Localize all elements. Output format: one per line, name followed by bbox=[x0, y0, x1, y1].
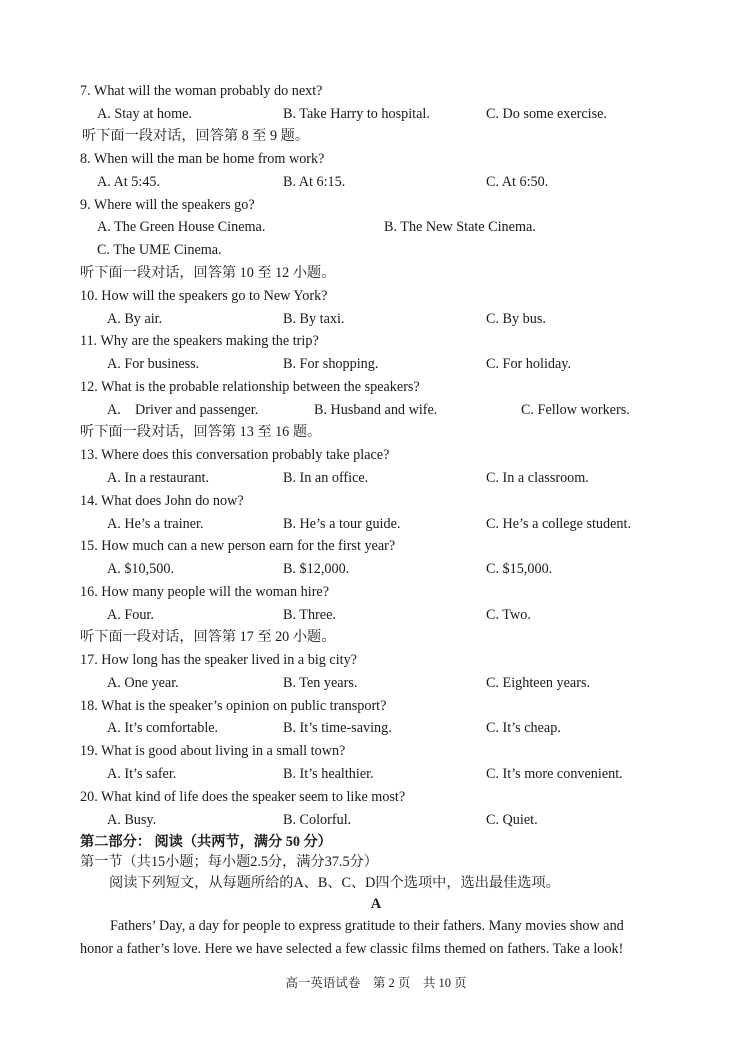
instruction-q13-16: 听下面一段对话，回答第 13 至 16 题。 bbox=[80, 424, 322, 440]
page-footer: 高一英语试卷 第 2 页 共 10 页 bbox=[285, 976, 467, 990]
question-7: 7. What will the woman probably do next? bbox=[80, 83, 323, 99]
q8-option-b: B. At 6:15. bbox=[283, 174, 346, 190]
q10-option-c: C. By bus. bbox=[486, 311, 546, 327]
q20-option-a: A. Busy. bbox=[107, 812, 157, 828]
instruction-q17-20: 听下面一段对话，回答第 17 至 20 小题。 bbox=[80, 629, 336, 645]
q9-option-b: B. The New State Cinema. bbox=[384, 219, 536, 235]
passage-line-1: Fathers’ Day, a day for people to express gratitude to their fathers. Many movies show and bbox=[110, 918, 624, 934]
reading-directions: 阅读下列短文，从每题所给的A、B、C、D四个选项中，选出最佳选项。 bbox=[109, 875, 560, 891]
question-9: 9. Where will the speakers go? bbox=[80, 197, 255, 213]
question-15: 15. How much can a new person earn for the first year? bbox=[80, 538, 396, 554]
question-20: 20. What kind of life does the speaker seem to like most? bbox=[80, 789, 406, 805]
q11-option-c: C. For holiday. bbox=[486, 356, 571, 372]
q7-option-c: C. Do some exercise. bbox=[486, 106, 607, 122]
q12-option-c: C. Fellow workers. bbox=[521, 402, 630, 418]
q8-option-a: A. At 5:45. bbox=[97, 174, 161, 190]
q16-option-c: C. Two. bbox=[486, 607, 531, 623]
question-12: 12. What is the probable relationship between the speakers? bbox=[80, 379, 420, 395]
instruction-q8-9: 听下面一段对话，回答第 8 至 9 题。 bbox=[82, 128, 310, 144]
question-13: 13. Where does this conversation probably take place? bbox=[80, 447, 390, 463]
question-17: 17. How long has the speaker lived in a big city? bbox=[80, 652, 357, 668]
q9-option-c: C. The UME Cinema. bbox=[97, 242, 222, 258]
q16-option-a: A. Four. bbox=[107, 607, 154, 623]
q18-option-c: C. It’s cheap. bbox=[486, 720, 561, 736]
q15-option-b: B. $12,000. bbox=[283, 561, 350, 577]
question-18: 18. What is the speaker’s opinion on public transport? bbox=[80, 698, 387, 714]
section1-heading: 第一节（共15小题；每小题2.5分，满分37.5分） bbox=[80, 854, 378, 870]
question-8: 8. When will the man be home from work? bbox=[80, 151, 325, 167]
q20-option-c: C. Quiet. bbox=[486, 812, 538, 828]
q19-option-b: B. It’s healthier. bbox=[283, 766, 374, 782]
q14-option-a: A. He’s a trainer. bbox=[107, 516, 204, 532]
q10-option-a: A. By air. bbox=[107, 311, 163, 327]
q16-option-b: B. Three. bbox=[283, 607, 336, 623]
q15-option-a: A. $10,500. bbox=[107, 561, 174, 577]
question-16: 16. How many people will the woman hire? bbox=[80, 584, 330, 600]
instruction-q10-12: 听下面一段对话，回答第 10 至 12 小题。 bbox=[80, 265, 336, 281]
question-19: 19. What is good about living in a small town? bbox=[80, 743, 346, 759]
q17-option-b: B. Ten years. bbox=[283, 675, 358, 691]
q13-option-c: C. In a classroom. bbox=[486, 470, 589, 486]
passage-line-2: honor a father’s love. Here we have selected a few classic films themed on fathers. Take a look! bbox=[80, 941, 624, 957]
q7-option-b: B. Take Harry to hospital. bbox=[283, 106, 430, 122]
q19-option-c: C. It’s more convenient. bbox=[486, 766, 623, 782]
q17-option-a: A. One year. bbox=[107, 675, 179, 691]
q11-option-b: B. For shopping. bbox=[283, 356, 379, 372]
q12-option-b: B. Husband and wife. bbox=[314, 402, 438, 418]
q17-option-c: C. Eighteen years. bbox=[486, 675, 591, 691]
q20-option-b: B. Colorful. bbox=[283, 812, 352, 828]
q9-option-a: A. The Green House Cinema. bbox=[97, 219, 266, 235]
q18-option-b: B. It’s time-saving. bbox=[283, 720, 392, 736]
q12-option-a: A. Driver and passenger. bbox=[107, 402, 259, 418]
q19-option-a: A. It’s safer. bbox=[107, 766, 177, 782]
q18-option-a: A. It’s comfortable. bbox=[107, 720, 219, 736]
q10-option-b: B. By taxi. bbox=[283, 311, 345, 327]
q13-option-a: A. In a restaurant. bbox=[107, 470, 210, 486]
part2-heading: 第二部分： 阅读（共两节，满分 50 分） bbox=[80, 834, 332, 850]
q15-option-c: C. $15,000. bbox=[486, 561, 553, 577]
q11-option-a: A. For business. bbox=[107, 356, 200, 372]
q8-option-c: C. At 6:50. bbox=[486, 174, 549, 190]
question-14: 14. What does John do now? bbox=[80, 493, 244, 509]
q13-option-b: B. In an office. bbox=[283, 470, 369, 486]
q14-option-b: B. He’s a tour guide. bbox=[283, 516, 401, 532]
q14-option-c: C. He’s a college student. bbox=[486, 516, 631, 532]
passage-label: A bbox=[370, 896, 382, 912]
question-10: 10. How will the speakers go to New York? bbox=[80, 288, 328, 304]
question-11: 11. Why are the speakers making the trip? bbox=[80, 333, 319, 349]
q7-option-a: A. Stay at home. bbox=[97, 106, 192, 122]
